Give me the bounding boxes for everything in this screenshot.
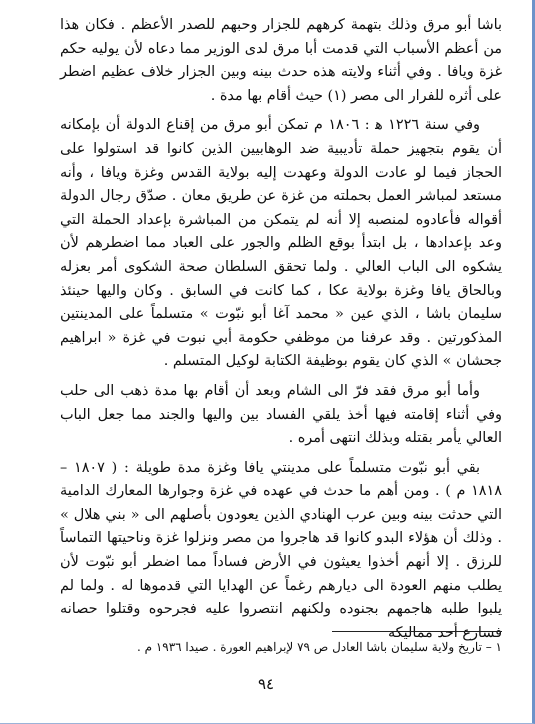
paragraph-3: وأما أبو مرق فقد فرّ الى الشام وبعد أن أقام بها مدة ذهب الى حلب وفي أثناء إقامته فيها أخذ يلقي الفساد بين واليها والجند مما جعل الباب العالي يأمر بقتله وبذلك انتهى أمره . [60, 382, 502, 447]
page-number: ٩٤ [257, 675, 275, 693]
paragraph-4: بقي أبو نبّوت متسلماً على مدينتي يافا وغزة مدة طويلة : ( ١٨٠٧ – ١٨١٨ م ) . ومن أهم ما حدث في عهده في غزة وجوارها المعارك الدامية التي حدثت بينه وبين عرب الهنادي الذين يعودون بأصلهم الى « بني هلال » . وذلك أن هؤلاء البدو كانوا قد هاجروا من مصر ونزلوا غزة وناحيتها التماساً للرزق . إلا أنهم أخذوا يعيثون في الأرض فساداً مما اضطر أبو نبّوت لأن يطلب منهم العودة الى ديارهم رغماً عن الهدايا التي قدموها له . ولما لم يلبوا طلبه هاجمهم بجنوده ولكنهم انتصروا عليه فجرحوه وقتلوا حصانه فسارع أحد مماليكه [60, 459, 502, 641]
page-body [60, 14, 502, 645]
footnote-divider [332, 631, 502, 632]
paragraph-1: باشا أبو مرق وذلك بتهمة كرههم للجزار وحبهم للصدر الأعظم . فكان هذا من أعظم الأسباب التي قدمت أبا مرق لدى الوزير مما دعاه لأن يوليه حكم غزة ويافا . وفي أثناء ولايته هذه حدث بينه وبين الجزار خلاف عظيم اضطر على أثره للفرار الى مصر (١) حيث أقام بها مدة . [60, 17, 502, 104]
footnote: ١ – تاريخ ولاية سليمان باشا العادل ص ٧٩ لإبراهيم العورة . صيدا ١٩٣٦ م . [136, 640, 502, 654]
paragraph-2: وفي سنة ١٢٢٦ ﻫ : ١٨٠٦ م تمكن أبو مرق من إقناع الدولة أن بإمكانه أن يقوم بتجهيز حملة تأديبية ضد الوهابيين الذين كانوا قد استولوا على الحجاز فيما لو عادت الدولة وعهدت إليه بولاية القدس وغزة ويافا ، وأنه مستعد لمباشر العمل بحملته من غزة عن طريق معان . صدّق رجال الدولة أقواله فأعادوه لمنصبه إلا أنه لم يتمكن من المباشرة بإعداد الحملة التي وعد بإعدادها ، بل ابتدأ بوقع الظلم والجور على العباد مما اضطرهم لأن يشكوه الى الباب العالي . ولما تحقق السلطان صحة الشكوى أمر بعزله وبالحاق يافا وغزة بولاية عكا ، كما كانت في السابق . وكان واليها حينئذ سليمان باشا ، الذي عين « محمد آغا أبو نبّوت » متسلماً على المدينتين المذكورتين . وقد عرفنا من موظفي حكومة أبي نبوت في غزة « ابراهيم جحشان » الذي كان يقوم بوظيفة الكتابة لوكيل المتسلم . [60, 117, 502, 370]
